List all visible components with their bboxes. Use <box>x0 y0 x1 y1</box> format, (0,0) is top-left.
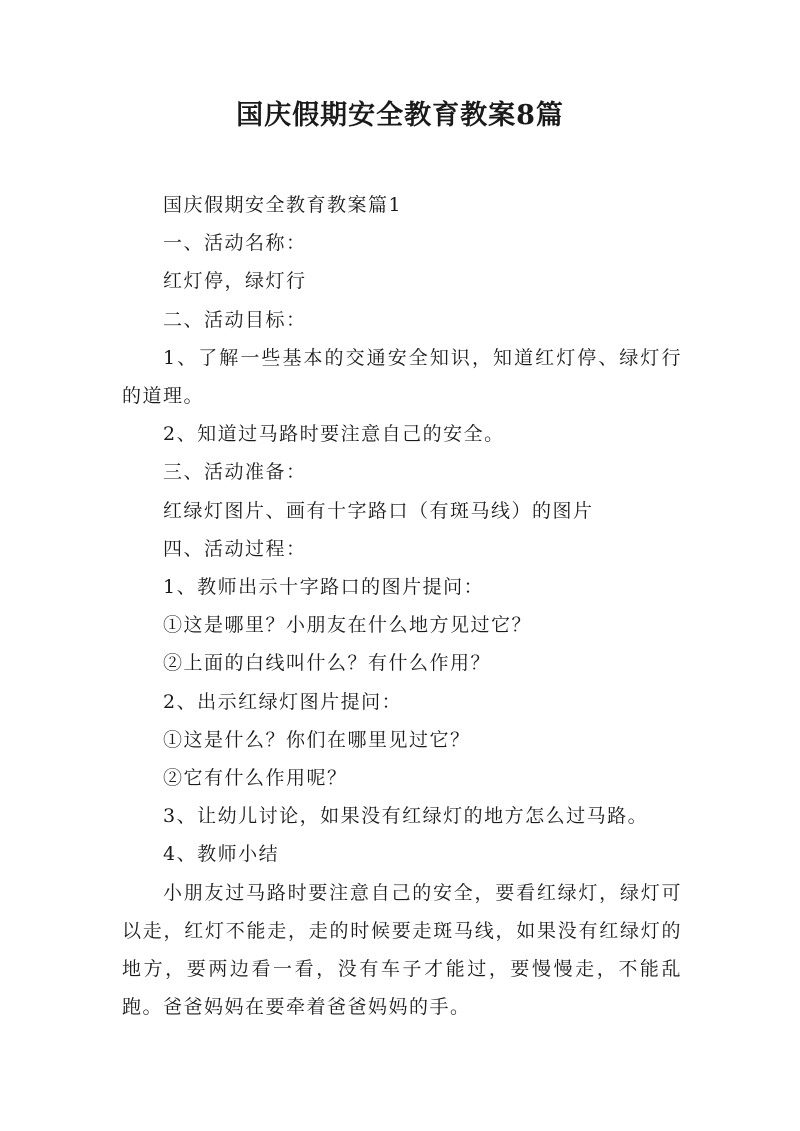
paragraph: 二、活动目标： <box>163 308 307 331</box>
document-title: 国庆假期安全教育教案8篇 <box>236 100 564 131</box>
paragraph: ②它有什么作用呢？ <box>163 767 348 790</box>
paragraph: 四、活动过程： <box>163 537 307 560</box>
paragraph: ①这是什么？你们在哪里见过它？ <box>163 728 471 751</box>
paragraph: 1、了解一些基本的交通安全知识，知道红灯停、绿灯行的道理。 <box>122 346 682 408</box>
paragraph: ②上面的白线叫什么？有什么作用？ <box>163 652 492 675</box>
paragraph: 一、活动名称： <box>163 232 307 255</box>
document-body <box>122 186 682 1026</box>
paragraph: 小朋友过马路时要注意自己的安全，要看红绿灯，绿灯可以走，红灯不能走，走的时候要走斑马线，如果没有红绿灯的地方，要两边看一看，没有车子才能过，要慢慢走，不能乱跑。爸爸妈妈在要牵着爸爸妈妈的手。 <box>122 881 682 1019</box>
paragraph: 2、出示红绿灯图片提问： <box>163 690 403 713</box>
paragraph: 三、活动准备： <box>163 461 307 484</box>
paragraph: 红灯停，绿灯行 <box>163 270 307 293</box>
paragraph: 4、教师小结 <box>163 843 280 866</box>
paragraph: 2、知道过马路时要注意自己的安全。 <box>163 423 505 446</box>
paragraph: 1、教师出示十字路口的图片提问： <box>163 576 485 599</box>
paragraph: 3、让幼儿讨论，如果没有红绿灯的地方怎么过马路。 <box>163 805 649 828</box>
paragraph: ①这是哪里？小朋友在什么地方见过它？ <box>163 614 533 637</box>
section-heading: 国庆假期安全教育教案篇1 <box>163 194 403 216</box>
paragraph: 红绿灯图片、画有十字路口（有斑马线）的图片 <box>163 499 594 522</box>
